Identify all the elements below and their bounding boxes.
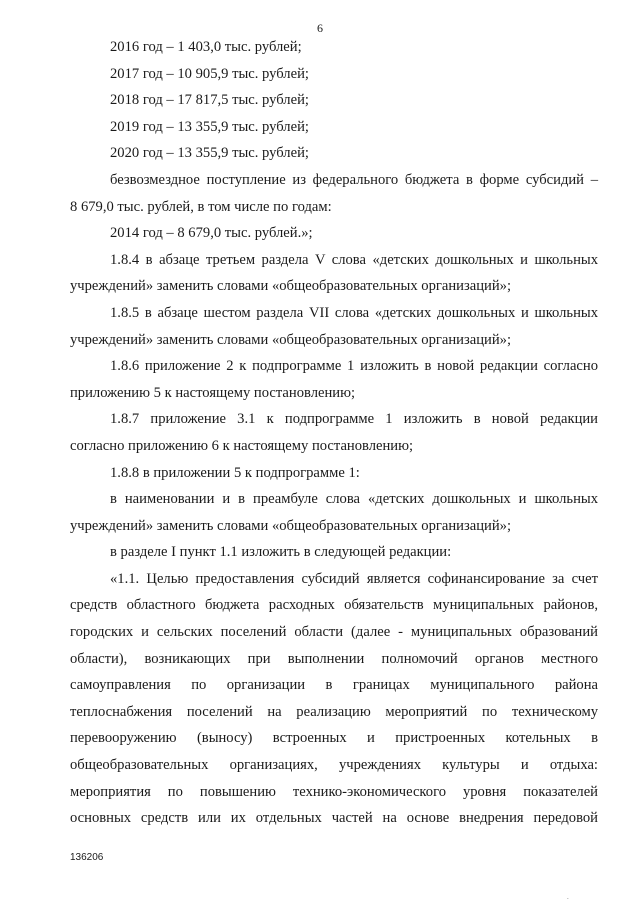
text-line: 1.8.5 в абзаце шестом раздела VII слова «детских дошкольных и школьных (110, 304, 598, 321)
text-line: 1.8.8 в приложении 5 к подпрограмме 1: (110, 464, 360, 481)
text-line: 2020 год – 13 355,9 тыс. рублей; (110, 145, 309, 162)
text-line: учреждений» заменить словами «общеобразовательных организаций»; (70, 278, 512, 295)
text-line: учреждений» заменить словами «общеобразовательных организаций»; (70, 517, 512, 534)
text-line: средств областного бюджета расходных обязательств муниципальных районов, (70, 597, 598, 614)
text-line: 2014 год – 8 679,0 тыс. рублей.»; (110, 225, 313, 242)
text-line: 2019 год – 13 355,9 тыс. рублей; (110, 118, 309, 135)
text-line: мероприятия по повышению технико-экономического уровня показателей (70, 783, 598, 800)
text-line: безвозмездное поступление из федерального бюджета в форме субсидий – (110, 171, 598, 188)
text-line: приложению 5 к настоящему постановлению; (70, 384, 356, 401)
page-number: 6 (317, 21, 323, 35)
text-line: 2018 год – 17 817,5 тыс. рублей; (110, 92, 309, 109)
text-line: области), возникающих при выполнении полномочий органов местного (70, 650, 598, 667)
text-line: 2016 год – 1 403,0 тыс. рублей; (110, 39, 302, 55)
text-line: теплоснабжения поселений на реализацию мероприятий по техническому (70, 703, 598, 720)
text-line: городских и сельских поселений области (далее - муниципальных образований (70, 624, 598, 641)
text-line: 1.8.7 приложение 3.1 к подпрограмме 1 изложить в новой редакции (110, 411, 598, 428)
text-line: общеобразовательных организациях, учреждениях культуры и отдыха: (70, 757, 598, 774)
corner-mark: . (567, 893, 569, 901)
text-line: учреждений» заменить словами «общеобразовательных организаций»; (70, 331, 512, 348)
document-code: 136206 (70, 852, 104, 863)
text-line: 8 679,0 тыс. рублей, в том числе по годам: (70, 198, 332, 215)
text-line: перевооружению (выносу) встроенных и пристроенных котельных в (70, 730, 598, 747)
text-line: основных средств или их отдельных частей на основе внедрения передовой (70, 810, 598, 827)
text-line: 1.8.4 в абзаце третьем раздела V слова «детских дошкольных и школьных (110, 251, 598, 268)
text-line: самоуправления по организации в границах муниципального района (70, 677, 598, 694)
text-line: «1.1. Целью предоставления субсидий является софинансирование за счет (110, 570, 598, 587)
text-line: 2017 год – 10 905,9 тыс. рублей; (110, 65, 309, 82)
text-line: в разделе I пункт 1.1 изложить в следующей редакции: (110, 544, 452, 561)
text-line: согласно приложению 6 к настоящему постановлению; (70, 437, 414, 454)
text-line: 1.8.6 приложение 2 к подпрограмме 1 изложить в новой редакции согласно (110, 358, 598, 375)
text-line: в наименовании и в преамбуле слова «детских дошкольных и школьных (110, 491, 598, 508)
document-body (70, 34, 598, 832)
